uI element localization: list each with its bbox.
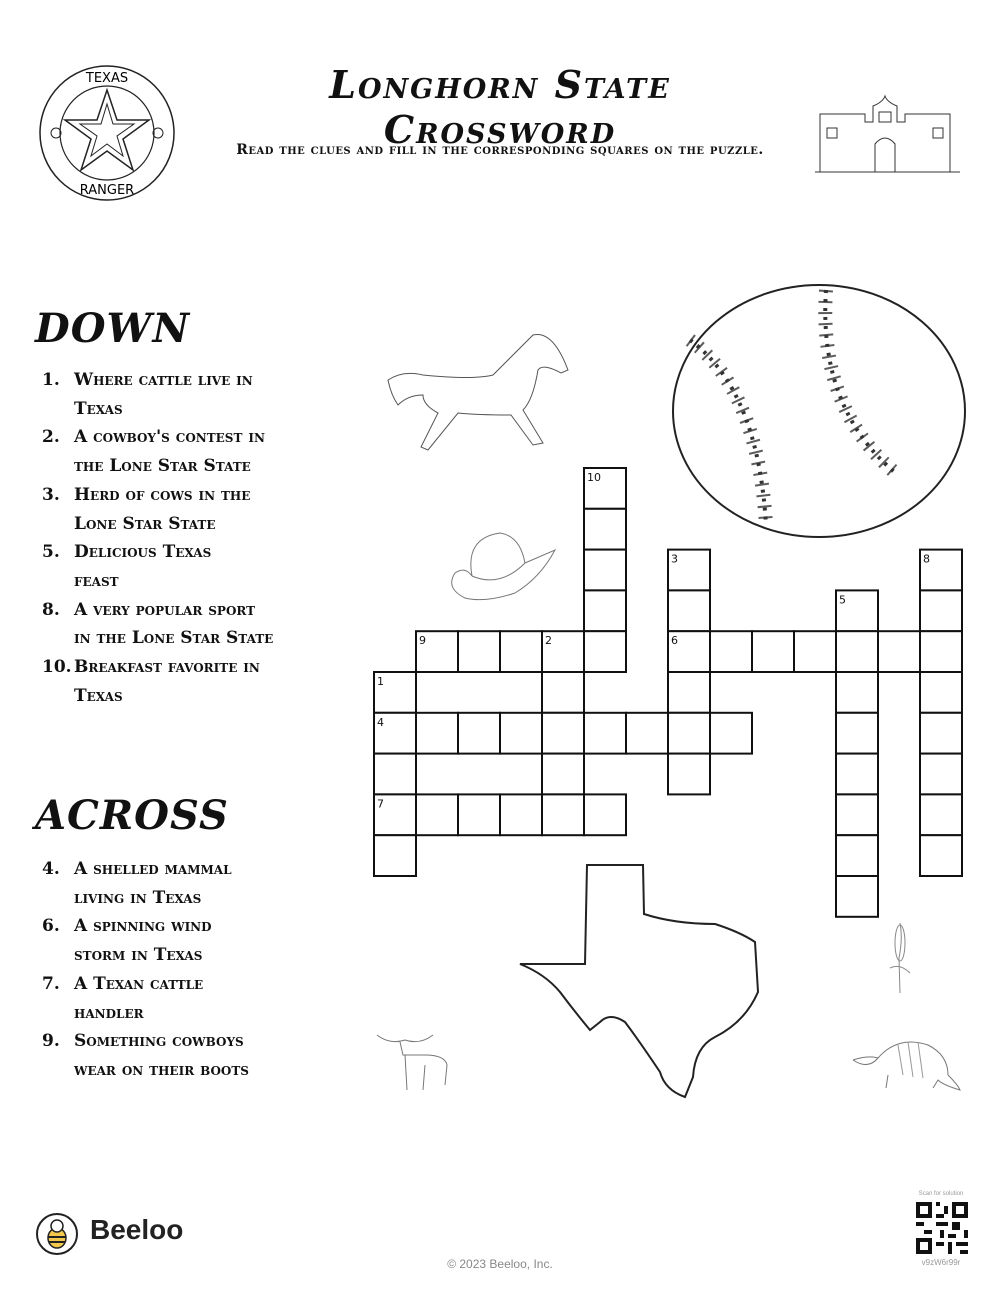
grid-cell[interactable] — [584, 631, 626, 672]
grid-cell[interactable] — [416, 713, 458, 754]
grid-cell[interactable] — [542, 672, 584, 713]
down-clue: 2. A cowboy's contest in the Lone Star State — [42, 427, 265, 477]
badge-text-top: TEXAS — [85, 71, 129, 86]
across-heading: ACROSS — [35, 792, 229, 839]
brand-name: Beeloo — [90, 1214, 184, 1245]
clue-number: 1 — [377, 675, 384, 688]
grid-cell[interactable] — [920, 672, 962, 713]
grid-cell[interactable] — [458, 631, 500, 672]
grid-cell[interactable] — [920, 590, 962, 631]
grid-cell[interactable] — [836, 754, 878, 795]
down-clue: 1. Where cattle live in Texas — [42, 370, 253, 419]
grid-cell[interactable] — [920, 631, 962, 672]
grid-cell[interactable] — [920, 713, 962, 754]
grid-cell[interactable] — [542, 754, 584, 795]
beeloo-logo-icon — [35, 1212, 79, 1256]
grid-cell[interactable] — [500, 794, 542, 835]
across-clue: 7. A Texan cattle handler — [42, 973, 204, 1023]
grid-cell[interactable] — [836, 672, 878, 713]
grid-cell[interactable] — [794, 631, 836, 672]
grid-cell[interactable] — [668, 713, 710, 754]
grid-cell[interactable] — [626, 713, 668, 754]
instructions: Read the clues and fill in the corresponding squares on the puzzle. — [236, 142, 764, 158]
across-clue: 4. A shelled mammal living in Texas — [42, 859, 232, 908]
grid-cell[interactable] — [458, 794, 500, 835]
grid-cell[interactable] — [374, 754, 416, 795]
grid-cell[interactable] — [584, 713, 626, 754]
clue-number: 9 — [419, 634, 426, 648]
clue-number: 8 — [923, 552, 930, 566]
badge-text-bottom: RANGER — [79, 183, 135, 198]
copyright: © 2023 Beeloo, Inc. — [447, 1257, 553, 1271]
down-heading: DOWN — [35, 305, 191, 352]
grid-cell[interactable] — [374, 835, 416, 876]
grid-cell[interactable] — [836, 835, 878, 876]
down-clue: 10. Breakfast favorite in Texas — [42, 657, 260, 706]
clue-number: 4 — [377, 715, 384, 729]
clue-number: 6 — [671, 634, 678, 648]
grid-cell[interactable] — [584, 509, 626, 550]
grid-cell[interactable] — [500, 631, 542, 672]
across-clue: 6. A spinning wind storm in Texas — [42, 916, 212, 966]
grid-cell[interactable] — [836, 876, 878, 917]
qr-code-icon[interactable] — [916, 1202, 968, 1254]
grid-cell[interactable] — [542, 794, 584, 835]
grid-cell[interactable] — [920, 794, 962, 835]
solution-code: v9zW6r99r — [921, 1258, 961, 1267]
clue-number: 3 — [671, 552, 678, 566]
grid-cell[interactable] — [416, 794, 458, 835]
clue-number: 2 — [545, 634, 552, 648]
grid-cell[interactable] — [752, 631, 794, 672]
clue-number: 7 — [377, 797, 384, 811]
grid-cell[interactable] — [710, 713, 752, 754]
clue-number: 10 — [587, 471, 601, 484]
across-clue: 9. Something cowboys wear on their boots — [42, 1031, 249, 1080]
grid-cell[interactable] — [458, 713, 500, 754]
down-clue: 5. Delicious Texas feast — [42, 542, 212, 591]
scan-label: Scan for solution — [918, 1191, 964, 1197]
grid-cell[interactable] — [500, 713, 542, 754]
grid-cell[interactable] — [710, 631, 752, 672]
grid-cell[interactable] — [584, 550, 626, 591]
clue-number: 5 — [839, 593, 846, 607]
page-title: Longhorn State Crossword — [329, 62, 671, 152]
grid-cell[interactable] — [836, 713, 878, 754]
grid-cell[interactable] — [584, 794, 626, 835]
grid-cell[interactable] — [668, 672, 710, 713]
grid-cell[interactable] — [668, 590, 710, 631]
grid-cell[interactable] — [836, 794, 878, 835]
grid-cell[interactable] — [836, 631, 878, 672]
grid-cell[interactable] — [584, 590, 626, 631]
down-clue: 8. A very popular sport in the Lone Star State — [42, 599, 274, 649]
grid-cell[interactable] — [668, 754, 710, 795]
grid-cell[interactable] — [542, 713, 584, 754]
grid-cell[interactable] — [920, 754, 962, 795]
grid-cell[interactable] — [920, 835, 962, 876]
down-clue: 3. Herd of cows in the Lone Star State — [42, 484, 251, 534]
grid-cell[interactable] — [878, 631, 920, 672]
